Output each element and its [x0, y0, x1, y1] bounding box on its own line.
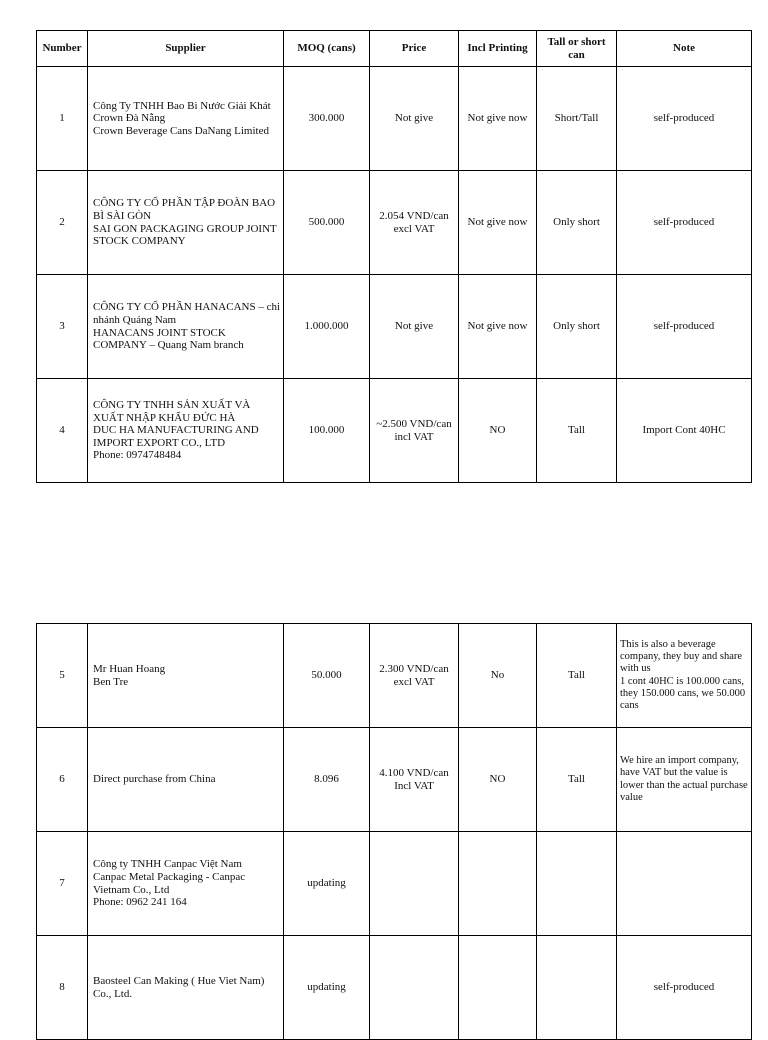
cell-note: self-produced [617, 936, 752, 1040]
cell-printing: Not give now [459, 67, 537, 171]
cell-price: ~2.500 VND/can incl VAT [370, 379, 459, 483]
table-row [37, 275, 752, 379]
cell-number: 5 [37, 624, 88, 728]
cell-printing: No [459, 624, 537, 728]
cell-price: 2.054 VND/can excl VAT [370, 171, 459, 275]
cell-number: 6 [37, 728, 88, 832]
cell-note: self-produced [617, 275, 752, 379]
cell-price: Not give [370, 67, 459, 171]
cell-tall-short: Tall [537, 728, 617, 832]
cell-price: Not give [370, 275, 459, 379]
header-moq: MOQ (cans) [284, 31, 370, 67]
supplier-table-bottom [36, 623, 752, 1040]
cell-note [617, 832, 752, 936]
cell-price: 2.300 VND/can excl VAT [370, 624, 459, 728]
cell-supplier: CÔNG TY TNHH SẢN XUẤT VÀ XUẤT NHẬP KHẨU ĐỨC HÀ DUC HA MANUFACTURING AND IMPORT EXPORT CO., LTD Phone: 0974748484 [88, 379, 284, 483]
cell-moq: updating [284, 832, 370, 936]
cell-printing: Not give now [459, 171, 537, 275]
cell-printing: NO [459, 379, 537, 483]
header-printing: Incl Printing [459, 31, 537, 67]
header-note: Note [617, 31, 752, 67]
cell-note: self-produced [617, 171, 752, 275]
cell-moq: 50.000 [284, 624, 370, 728]
header-tall-short: Tall or short can [537, 31, 617, 67]
cell-moq: 100.000 [284, 379, 370, 483]
cell-number: 2 [37, 171, 88, 275]
cell-moq: 500.000 [284, 171, 370, 275]
cell-moq: updating [284, 936, 370, 1040]
cell-note: We hire an import company, have VAT but the value is lower than the actual purchase value [617, 728, 752, 832]
cell-supplier: Baosteel Can Making ( Hue Viet Nam) Co., Ltd. [88, 936, 284, 1040]
cell-supplier: Mr Huan Hoang Ben Tre [88, 624, 284, 728]
cell-note: This is also a beverage company, they buy and share with us 1 cont 40HC is 100.000 cans, they 150.000 cans, we 50.000 cans [617, 624, 752, 728]
cell-supplier: CÔNG TY CỔ PHẦN TẬP ĐOÀN BAO BÌ SÀI GÒN SAI GON PACKAGING GROUP JOINT STOCK COMPANY [88, 171, 284, 275]
table-row [37, 624, 752, 728]
table-row [37, 728, 752, 832]
header-supplier: Supplier [88, 31, 284, 67]
table-row [37, 379, 752, 483]
header-row [37, 31, 752, 67]
header-price: Price [370, 31, 459, 67]
cell-supplier: Direct purchase from China [88, 728, 284, 832]
table-row [37, 67, 752, 171]
cell-tall-short [537, 832, 617, 936]
cell-moq: 300.000 [284, 67, 370, 171]
cell-tall-short: Only short [537, 171, 617, 275]
cell-supplier: CÔNG TY CỔ PHẦN HANACANS – chi nhánh Quảng Nam HANACANS JOINT STOCK COMPANY – Quang Nam branch [88, 275, 284, 379]
cell-note: Import Cont 40HC [617, 379, 752, 483]
table-row [37, 832, 752, 936]
cell-tall-short: Tall [537, 379, 617, 483]
cell-moq: 1.000.000 [284, 275, 370, 379]
cell-price: 4.100 VND/can Incl VAT [370, 728, 459, 832]
cell-supplier: Công Ty TNHH Bao Bì Nước Giải Khát Crown Đà Nẵng Crown Beverage Cans DaNang Limited [88, 67, 284, 171]
cell-number: 3 [37, 275, 88, 379]
cell-tall-short: Tall [537, 624, 617, 728]
cell-printing: Not give now [459, 275, 537, 379]
cell-tall-short: Short/Tall [537, 67, 617, 171]
cell-number: 4 [37, 379, 88, 483]
header-number: Number [37, 31, 88, 67]
cell-moq: 8.096 [284, 728, 370, 832]
cell-price [370, 832, 459, 936]
cell-tall-short: Only short [537, 275, 617, 379]
cell-number: 8 [37, 936, 88, 1040]
cell-printing: NO [459, 728, 537, 832]
cell-printing [459, 832, 537, 936]
cell-supplier: Công ty TNHH Canpac Việt Nam Canpac Metal Packaging - Canpac Vietnam Co., Ltd Phone: 0962 241 164 [88, 832, 284, 936]
supplier-table-top [36, 30, 752, 483]
table-row [37, 171, 752, 275]
cell-note: self-produced [617, 67, 752, 171]
cell-number: 1 [37, 67, 88, 171]
cell-number: 7 [37, 832, 88, 936]
